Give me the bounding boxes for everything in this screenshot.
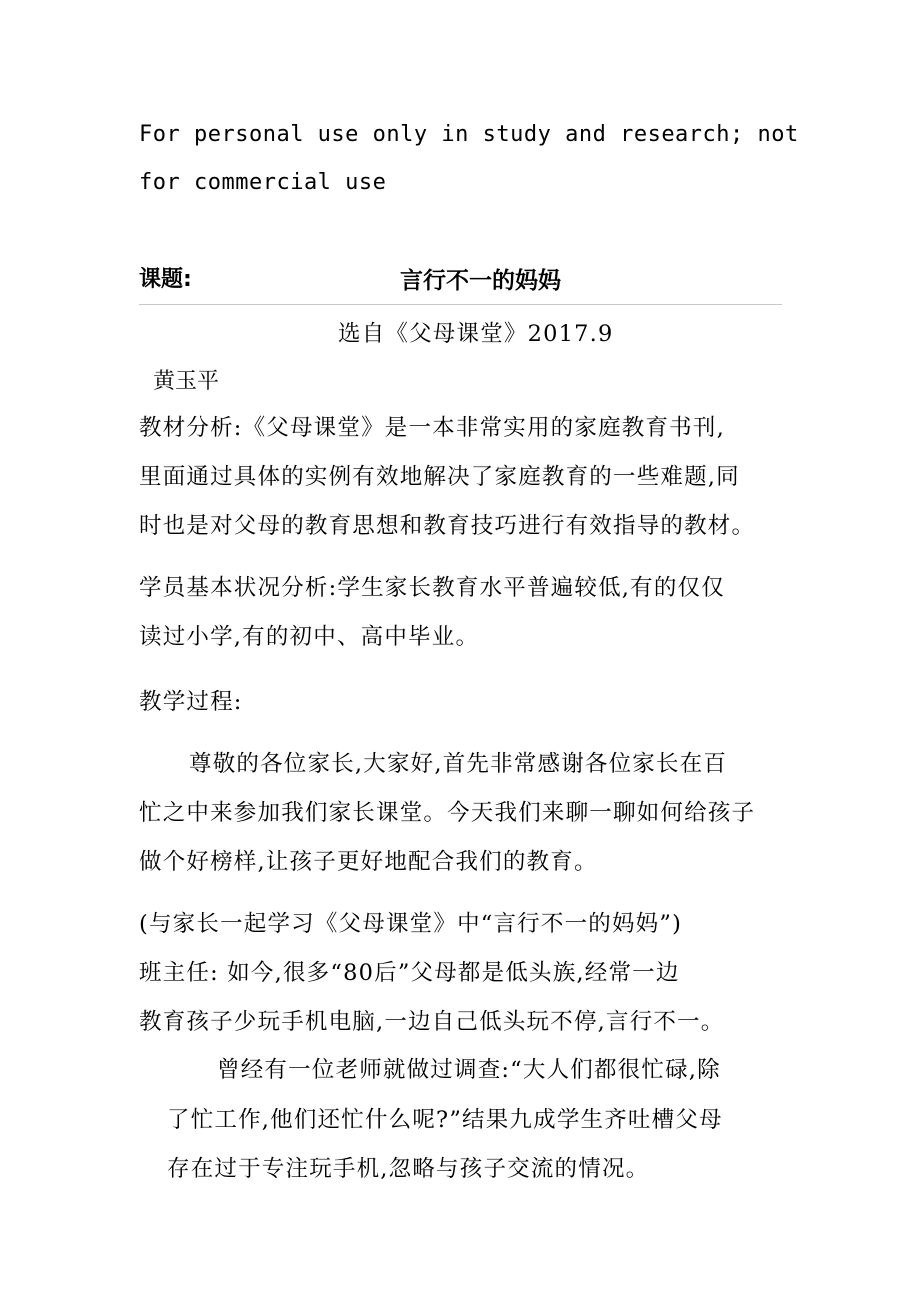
material-analysis-line-1: 教材分析:《父母课堂》是一本非常实用的家庭教育书刊, bbox=[139, 415, 725, 441]
usage-notice-line-1: For personal use only in study and research; not bbox=[139, 122, 799, 147]
student-analysis-line-1: 学员基本状况分析:学生家长教育水平普遍较低,有的仅仅 bbox=[139, 575, 725, 601]
student-analysis-line-2: 读过小学,有的初中、高中毕业。 bbox=[139, 624, 480, 650]
survey-line-1: 曾经有一位老师就做过调查:“大人们都很忙碌,除 bbox=[217, 1057, 721, 1083]
material-analysis-line-3: 时也是对父母的教育思想和教育技巧进行有效指导的教材。 bbox=[139, 513, 756, 539]
material-analysis-line-2: 里面通过具体的实例有效地解决了家庭教育的一些难题,同 bbox=[139, 464, 740, 490]
source-line: 选自《父母课堂》2017.9 bbox=[338, 321, 614, 347]
topic-label: 课题: bbox=[139, 267, 192, 292]
title-divider bbox=[139, 304, 782, 305]
author-name: 黄玉平 bbox=[153, 369, 220, 394]
greeting-line-1: 尊敬的各位家长,大家好,首先非常感谢各位家长在百 bbox=[189, 751, 728, 777]
survey-line-2: 了忙工作,他们还忙什么呢?”结果九成学生齐吐槽父母 bbox=[167, 1107, 723, 1133]
greeting-line-2: 忙之中来参加我们家长课堂。今天我们来聊一聊如何给孩子 bbox=[139, 800, 756, 826]
activity-note: (与家长一起学习《父母课堂》中“言行不一的妈妈”) bbox=[139, 911, 683, 937]
lesson-title: 言行不一的妈妈 bbox=[400, 268, 561, 294]
teacher-line-1: 班主任: 如今,很多“80后”父母都是低头族,经常一边 bbox=[139, 960, 680, 986]
survey-line-3: 存在过于专注玩手机,忽略与孩子交流的情况。 bbox=[167, 1156, 650, 1182]
greeting-line-3: 做个好榜样,让孩子更好地配合我们的教育。 bbox=[139, 849, 598, 875]
process-heading: 教学过程: bbox=[139, 689, 243, 715]
usage-notice-line-2: for commercial use bbox=[139, 170, 387, 195]
teacher-line-2: 教育孩子少玩手机电脑,一边自己低头玩不停,言行不一。 bbox=[139, 1009, 725, 1035]
